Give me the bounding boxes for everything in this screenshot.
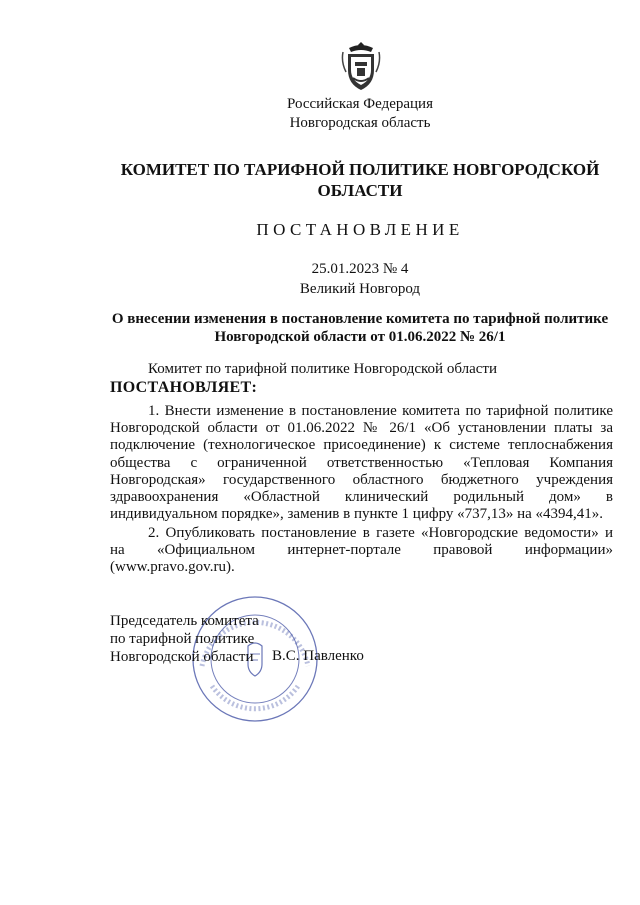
committee-title-line2: ОБЛАСТИ <box>317 181 403 200</box>
signature-position-line2: по тарифной политике <box>110 631 255 647</box>
coat-of-arms-icon <box>341 40 381 92</box>
document-subject-line1: О внесении изменения в постановление комитета по тарифной политике <box>111 311 609 327</box>
signature-block <box>110 612 259 666</box>
item-2-paragraph: 2. Опубликовать постановление в газете «Новгородские ведомости» и на «Официальном интернет-портале правовой информации» (www.pravo.gov.ru). <box>110 525 613 576</box>
document-subject <box>100 310 620 346</box>
country-name: Российская Федерация <box>287 96 433 112</box>
region-name: Новгородская область <box>289 115 431 131</box>
committee-title <box>100 159 620 201</box>
signature-position-line1: Председатель комитета <box>110 613 259 629</box>
intro-paragraph: Комитет по тарифной политике Новгородской области <box>148 361 497 377</box>
signature-position-line3: Новгородской области <box>110 649 254 665</box>
item-1-paragraph: 1. Внести изменение в постановление комитета по тарифной политике Новгородской области от 01.06.2022 № 26/1 «Об установлении платы за подключение (технологическое присоединение) к системе теплоснабжения общества с ограниченной ответственностью «Тепловая Компания Новгородская» государственного областного бюджетного учреждения здравоохранения «Областной клинический родильный дом» в индивидуальном порядке», заменив в пункте 1 цифру «737,13» на «4394,41». <box>110 403 613 523</box>
committee-title-line1: КОМИТЕТ ПО ТАРИФНОЙ ПОЛИТИКЕ НОВГОРОДСКОЙ <box>120 160 600 179</box>
document-date-number: 25.01.2023 № 4 <box>311 261 409 277</box>
document-subject-line2: Новгородской области от 01.06.2022 № 26/1 <box>214 329 506 345</box>
decides-heading: ПОСТАНОВЛЯЕТ: <box>110 379 258 396</box>
signatory-name: В.С. Павленко <box>272 648 364 664</box>
document-place: Великий Новгород <box>299 281 421 297</box>
document-type: ПОСТАНОВЛЕНИЕ <box>256 220 464 239</box>
